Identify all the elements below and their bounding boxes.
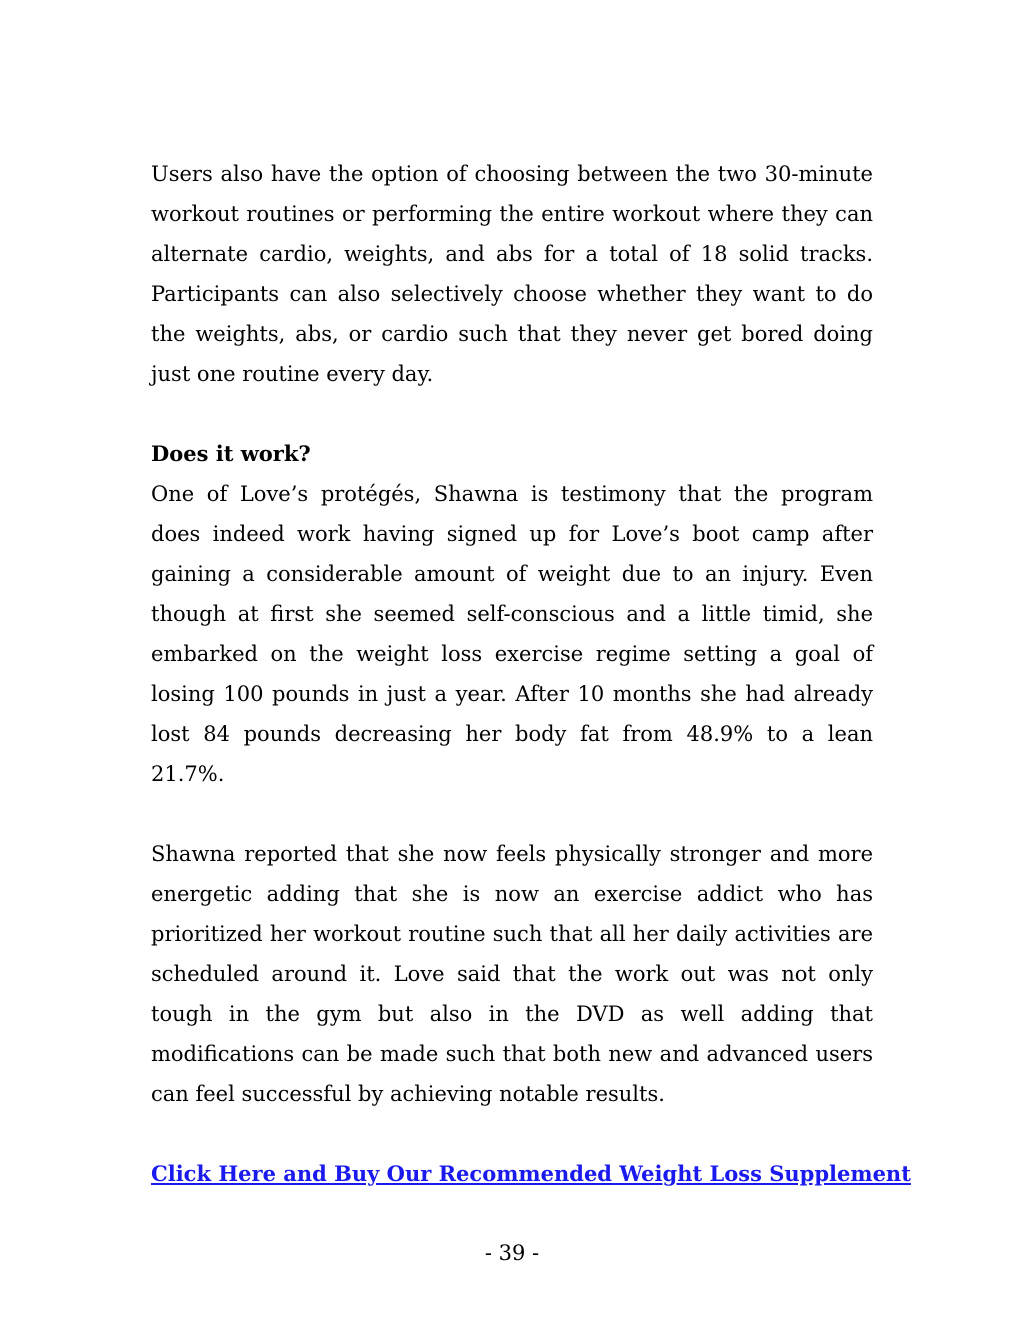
buy-supplement-link[interactable]: Click Here and Buy Our Recommended Weight Loss Supplement [151,1161,911,1186]
section-heading: Does it work? [151,441,311,466]
link-line [151,1154,911,1194]
body-paragraph-workout-options: Users also have the option of choosing between the two 30-minute workout routines or performing the entire workout where they can alternate cardio, weights, and abs for a total of 18 solid tracks. Participants can also selectively choose whether they want to do the weights, abs, or cardio such that they never get bored doing just one routine every day. [151,162,873,386]
paragraph-spacer [151,394,873,434]
body-paragraph-testimony: One of Love’s protégés, Shawna is testimony that the program does indeed work having signed up for Love’s boot camp after gaining a considerable amount of weight due to an injury. Even though at first she seemed self-conscious and a little timid, she embarked on the weight loss exercise regime setting a goal of losing 100 pounds in just a year. After 10 months she had already lost 84 pounds decreasing her body fat from 48.9% to a lean 21.7%. [151,482,873,786]
page-number: - 39 - [484,1241,540,1265]
paragraph-spacer [151,794,873,834]
paragraph-spacer [151,1114,873,1154]
page-content [151,154,911,1194]
body-paragraph-results: Shawna reported that she now feels physically stronger and more energetic adding that she is now an exercise addict who has prioritized her workout routine such that all her daily activities are scheduled around it. Love said that the work out was not only tough in the gym but also in the DVD as well adding that modifications can be made such that both new and advanced users can feel successful by achieving notable results. [151,842,873,1106]
